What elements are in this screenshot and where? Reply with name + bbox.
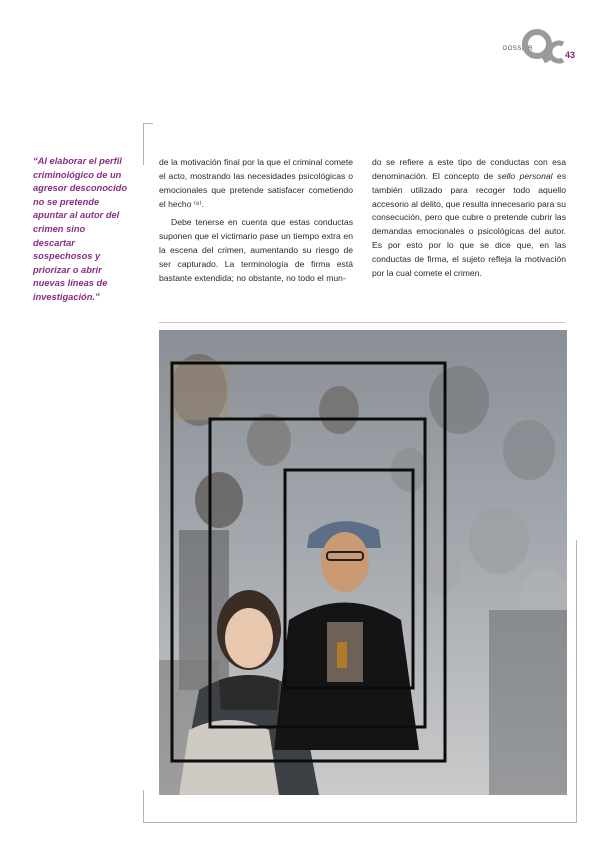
column-divider: [159, 322, 565, 323]
paragraph-signature: Debe tenerse en cuenta que estas conductas suponen que el victimario pase un tiempo extra en la escena del crimen, aumentando su riesgo de ser capturado. La terminología de firma está bastante extendida; no obstante, no todo el mun-: [159, 217, 353, 283]
logo-letter-c: [550, 43, 563, 61]
frame-line-right: [576, 540, 577, 823]
text-run: do se refiere a este tipo de conductas con esa denominación. El concepto de: [372, 157, 566, 181]
section-label: DOSSIER: [503, 46, 533, 52]
magazine-logo: [522, 22, 566, 68]
crowd-photo: [159, 330, 567, 795]
paragraph-motivation: de la motivación final por la que el criminal comete el acto, mostrando las necesidades psicológicas o emocionales que pretende satisfacer cometiendo el hecho ⁽⁶⁾.: [159, 157, 353, 209]
frame-line-top-horizontal: [143, 123, 153, 124]
body-column-left: [159, 156, 353, 286]
page-number: 43: [565, 50, 576, 60]
paragraph-personal-seal: [372, 156, 566, 281]
frame-line-top-vertical: [143, 123, 144, 165]
frame-line-bottom: [143, 822, 577, 823]
crowd-photo-art: [159, 330, 567, 795]
italic-term: sello personal: [497, 170, 553, 181]
frame-line-bottom-left: [143, 790, 144, 823]
text-run: es también utilizado para recoger todo aquello accesorio al delito, que resulta innecesario para su consecución, pero que cubre o pretende cubrir las demandas emocionales o psicológicas del autor. Es por esto por lo que se dice que, en las conductas de firma, el sujeto refleja la motivación por la cual comete el crimen.: [372, 170, 567, 278]
body-column-right: [372, 156, 566, 281]
pull-quote: “Al elaborar el perfil criminológico de un agresor desconocido no se pretende apuntar al autor del crimen sino descartar sospechosos y priorizar o abrir nuevas líneas de investigación.”: [33, 156, 128, 302]
